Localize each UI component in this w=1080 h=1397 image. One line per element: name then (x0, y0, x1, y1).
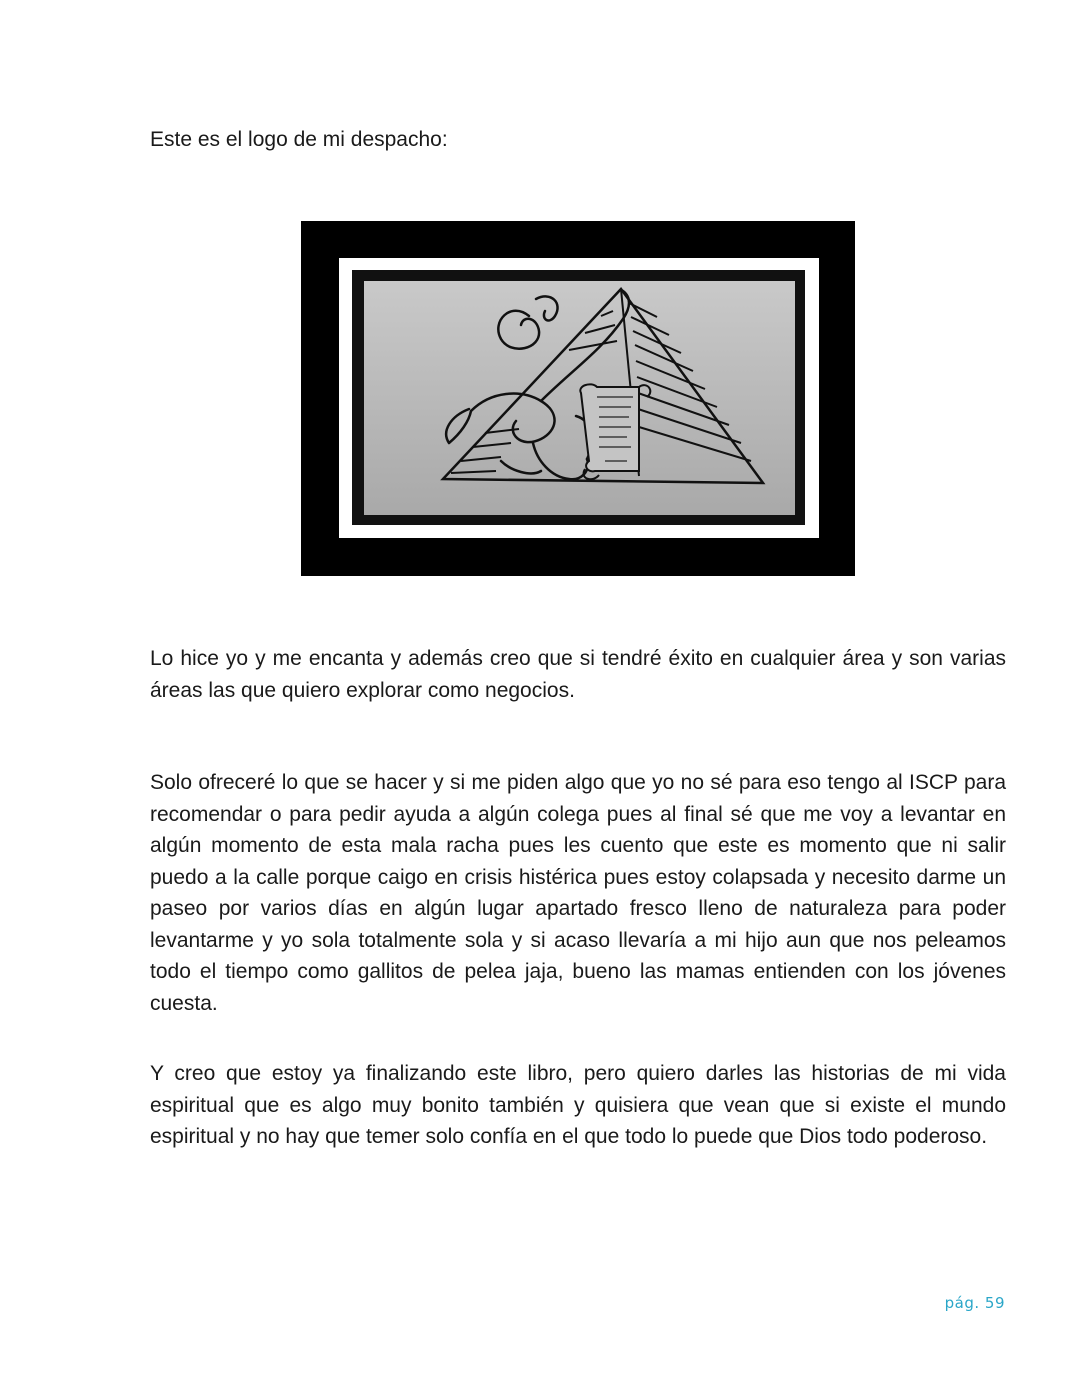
paragraph-3: Y creo que estoy ya finalizando este libro, pero quiero darles las historias de mi vida espiritual que es algo muy bonito también y quisiera que vean que si existe el mundo espiritual y no hay que temer solo confía en el que todo lo puede que Dios todo poderoso. (150, 1062, 1006, 1148)
intro-line: Este es el logo de mi despacho: (150, 128, 448, 151)
paragraph-1: Lo hice yo y me encanta y además creo que si tendré éxito en cualquier área y son varias áreas las que quiero explorar como negocios. (150, 647, 1006, 702)
logo-drawing-icon (301, 221, 855, 576)
page-number: pág. 59 (944, 1294, 1005, 1312)
office-logo-image (301, 221, 855, 576)
paragraph-2: Solo ofreceré lo que se hacer y si me piden algo que yo no sé para eso tengo al ISCP para recomendar o para pedir ayuda a algún colega pues al final sé que me voy a levantar en algún momento de esta mala racha pues les cuento que este es momento que ni salir puedo a la calle porque caigo en crisis histérica pues estoy colapsada y necesito darme un paseo por varios días en algún lugar apartado fresco lleno de naturaleza para poder levantarme y yo sola totalmente sola y si acaso llevaría a mi hijo aun que nos peleamos todo el tiempo como gallitos de pelea jaja, bueno las mamas entienden con los jóvenes cuesta. (150, 771, 1006, 1015)
